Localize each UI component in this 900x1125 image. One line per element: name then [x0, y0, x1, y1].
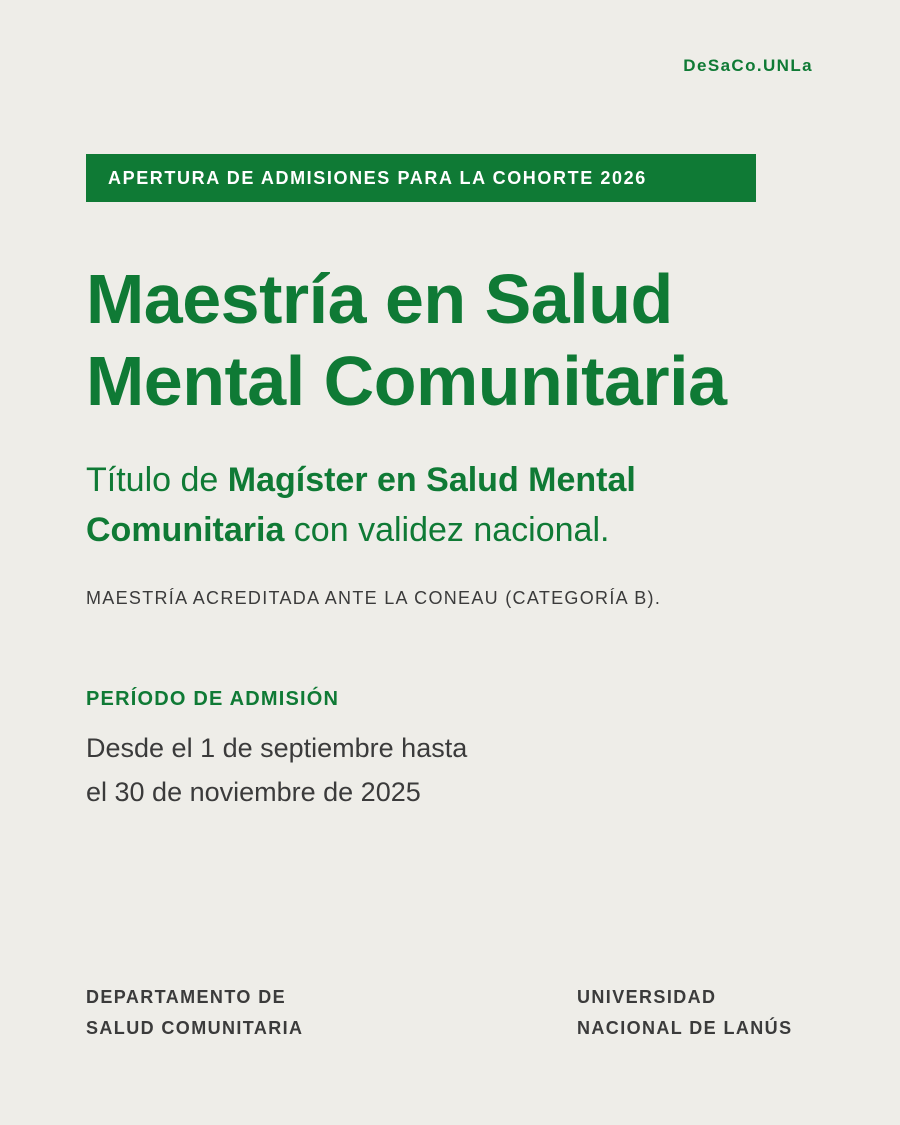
title-line-2: Mental Comunitaria [86, 342, 727, 420]
period-line-2: el 30 de noviembre de 2025 [86, 777, 421, 807]
university-line-1: UNIVERSIDAD [577, 987, 717, 1007]
subtitle-suffix: con validez nacional. [284, 511, 610, 549]
accreditation-note: MAESTRÍA ACREDITADA ANTE LA CONEAU (CATEGORÍA B). [86, 588, 662, 608]
brand-logo: DeSaCo.UNLa [683, 56, 813, 75]
title-line-1: Maestría en Salud [86, 260, 673, 338]
subtitle-prefix: Título de [86, 461, 228, 499]
period-line-1: Desde el 1 de septiembre hasta [86, 733, 468, 763]
admission-period-dates [86, 726, 467, 814]
department-name [86, 982, 303, 1044]
university-line-2: NACIONAL DE LANÚS [577, 1018, 793, 1038]
department-line-2: SALUD COMUNITARIA [86, 1018, 304, 1038]
subtitle-degree-name-2: Comunitaria [86, 511, 285, 549]
department-line-1: DEPARTAMENTO DE [86, 987, 287, 1007]
degree-subtitle [86, 455, 846, 555]
page-title [86, 258, 866, 422]
admissions-banner: APERTURA DE ADMISIONES PARA LA COHORTE 2026 [86, 154, 756, 202]
subtitle-degree-name-1: Magíster en Salud Mental [227, 461, 636, 499]
admission-period-label: PERÍODO DE ADMISIÓN [86, 688, 340, 710]
university-name [577, 982, 792, 1044]
